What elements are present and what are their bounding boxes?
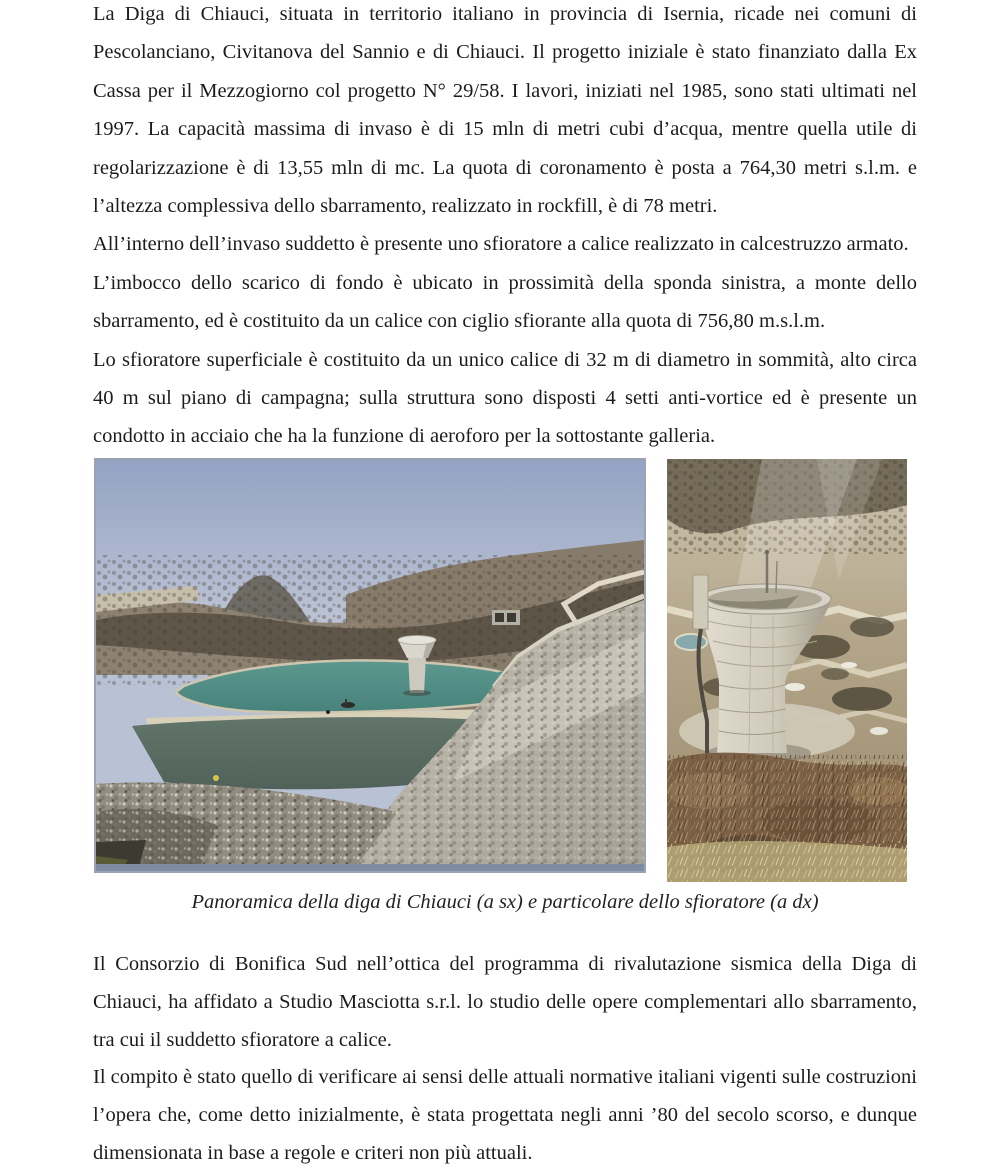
figure-caption: Panoramica della diga di Chiauci (a sx) e particolare dello sfioratore (a dx) bbox=[191, 891, 819, 913]
paragraph-spillway-intro: All’interno dell’invaso suddetto è presente uno sfioratore a calice realizzato in calcestruzzo armato. bbox=[93, 233, 909, 256]
spillway-detail-photo bbox=[667, 459, 907, 882]
photo-bottom-edge bbox=[96, 864, 644, 871]
intro-text-block bbox=[93, 0, 917, 456]
buoy bbox=[213, 775, 219, 781]
closing-text-block bbox=[93, 946, 917, 1173]
dam-panorama-photo bbox=[94, 458, 646, 873]
paragraph-dam-overview: La Diga di Chiauci, situata in territorio italiano in provincia di Isernia, ricade nei comuni di Pescolanciano, Civitanova del Sannio e di Chiauci. Il progetto iniziale è stato finanziato dalla Ex Cassa per il Mezzogiorno col progetto N° 29/58. I lavori, iniziati nel 1985, sono stati ultimati nel 1997. La capacità massima di invaso è di 15 mln di metri cubi d’acqua, mentre quella utile di regolarizzazione è di 13,55 mln di mc. La quota di coronamento è posta a 764,30 metri s.l.m. e l’altezza complessiva dello sbarramento, realizzato in rockfill, è di 78 metri. bbox=[93, 3, 917, 218]
paragraph-bottom-outlet: L’imbocco dello scarico di fondo è ubicato in prossimità della sponda sinistra, a monte dello sbarramento, ed è costituito da un calice con ciglio sfiorante alla quota di 756,80 m.s.l.m. bbox=[93, 271, 917, 333]
paragraph-compito: Il compito è stato quello di verificare ai sensi delle attuali normative italiani vigenti sulle costruzioni l’opera che, come detto inizialmente, è stata progettata negli anni ’80 del secolo scorso, e dunque dimensionata in base a regole e criteri non più attuali. bbox=[93, 1066, 917, 1164]
boat bbox=[341, 702, 355, 708]
paragraph-spillway-detail: Lo sfioratore superficiale è costituito da un unico calice di 32 m di diametro in sommità, alto circa 40 m sul piano di campagna; sulla struttura sono disposti 4 setti anti-vortice ed è presente un condotto in acciaio che ha la funzione di aeroforo per la sottostante galleria. bbox=[93, 348, 917, 448]
tower-pillar bbox=[693, 575, 708, 629]
dam-panorama-illustration bbox=[96, 460, 644, 871]
water-patch bbox=[675, 634, 707, 650]
paragraph-consorzio: Il Consorzio di Bonifica Sud nell’ottica del programma di rivalutazione sismica della Diga di Chiauci, ha affidato a Studio Masciotta s.r.l. lo studio delle opere complementari allo sbarramento, tra cui il suddetto sfioratore a calice. bbox=[93, 953, 917, 1051]
spillway-detail-illustration bbox=[667, 459, 907, 882]
